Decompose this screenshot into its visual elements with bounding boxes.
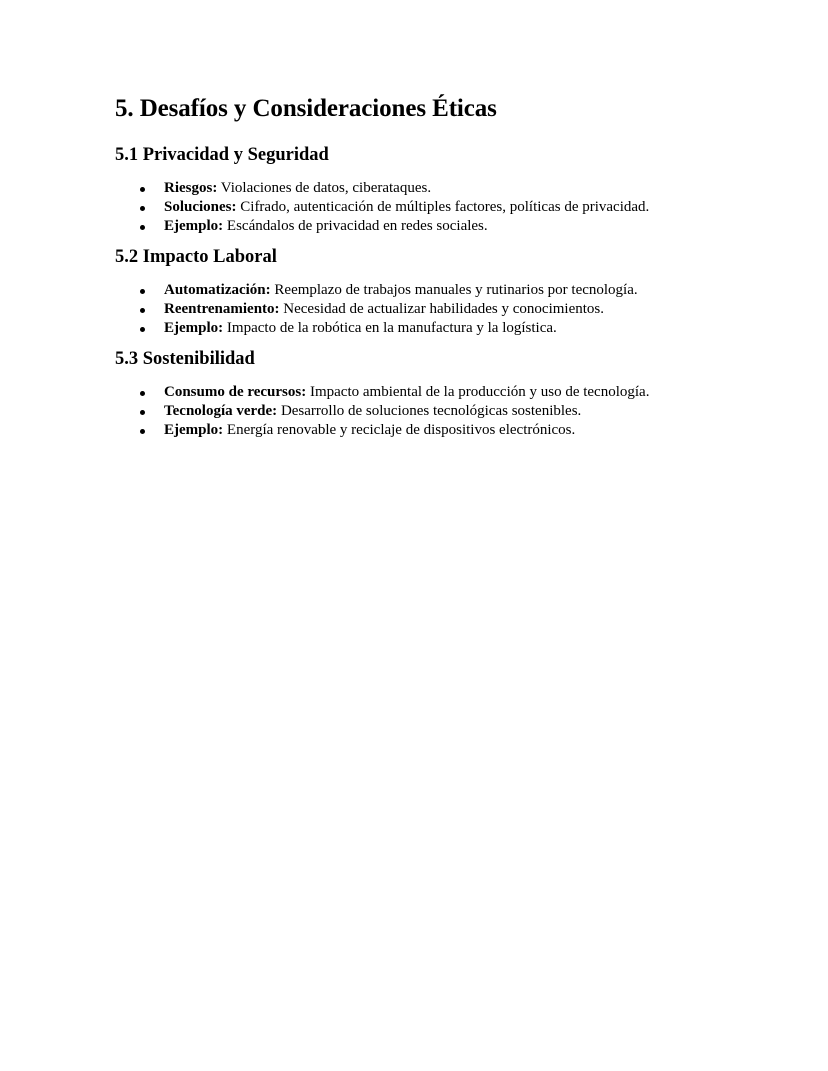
list-item: [115, 217, 755, 236]
item-text: Impacto de la robótica en la manufactura y la logística.: [223, 320, 557, 336]
bullet-icon: [140, 289, 145, 294]
list-item: [115, 300, 755, 319]
document-page: [115, 92, 755, 448]
item-text: Desarrollo de soluciones tecnológicas sostenibles.: [277, 403, 582, 419]
item-term: Ejemplo:: [164, 422, 224, 438]
item-term: Ejemplo:: [164, 320, 224, 336]
bullet-icon: [140, 308, 145, 313]
section-heading-sustainability: 5.3 Sostenibilidad: [115, 349, 255, 369]
list-item: [115, 198, 755, 217]
bullet-icon: [140, 327, 145, 332]
bullet-icon: [140, 410, 145, 415]
bullet-icon: [140, 391, 145, 396]
bullet-icon: [140, 206, 145, 211]
bullet-icon: [140, 429, 145, 434]
bullet-icon: [140, 187, 145, 192]
list-item: [115, 421, 755, 440]
item-term: Automatización:: [164, 282, 271, 298]
section-heading-labor: 5.2 Impacto Laboral: [115, 247, 277, 267]
item-text: Violaciones de datos, ciberataques.: [217, 180, 432, 196]
document-title: 5. Desafíos y Consideraciones Éticas: [115, 95, 497, 122]
item-term: Tecnología verde:: [164, 403, 278, 419]
section-list-labor: [115, 281, 755, 338]
item-text: Cifrado, autenticación de múltiples factores, políticas de privacidad.: [236, 199, 650, 215]
list-item: [115, 281, 755, 300]
item-term: Soluciones:: [164, 199, 237, 215]
list-item: [115, 402, 755, 421]
section-heading-privacy: 5.1 Privacidad y Seguridad: [115, 145, 329, 165]
item-term: Ejemplo:: [164, 218, 224, 234]
item-term: Consumo de recursos:: [164, 384, 307, 400]
list-item: [115, 319, 755, 338]
item-term: Reentrenamiento:: [164, 301, 280, 317]
item-term: Riesgos:: [164, 180, 218, 196]
item-text: Necesidad de actualizar habilidades y conocimientos.: [279, 301, 604, 317]
list-item: [115, 383, 755, 402]
section-list-sustainability: [115, 383, 755, 440]
item-text: Reemplazo de trabajos manuales y rutinarios por tecnología.: [270, 282, 638, 298]
item-text: Escándalos de privacidad en redes sociales.: [223, 218, 488, 234]
section-list-privacy: [115, 179, 755, 236]
item-text: Impacto ambiental de la producción y uso de tecnología.: [306, 384, 650, 400]
item-text: Energía renovable y reciclaje de dispositivos electrónicos.: [223, 422, 576, 438]
bullet-icon: [140, 225, 145, 230]
list-item: [115, 179, 755, 198]
